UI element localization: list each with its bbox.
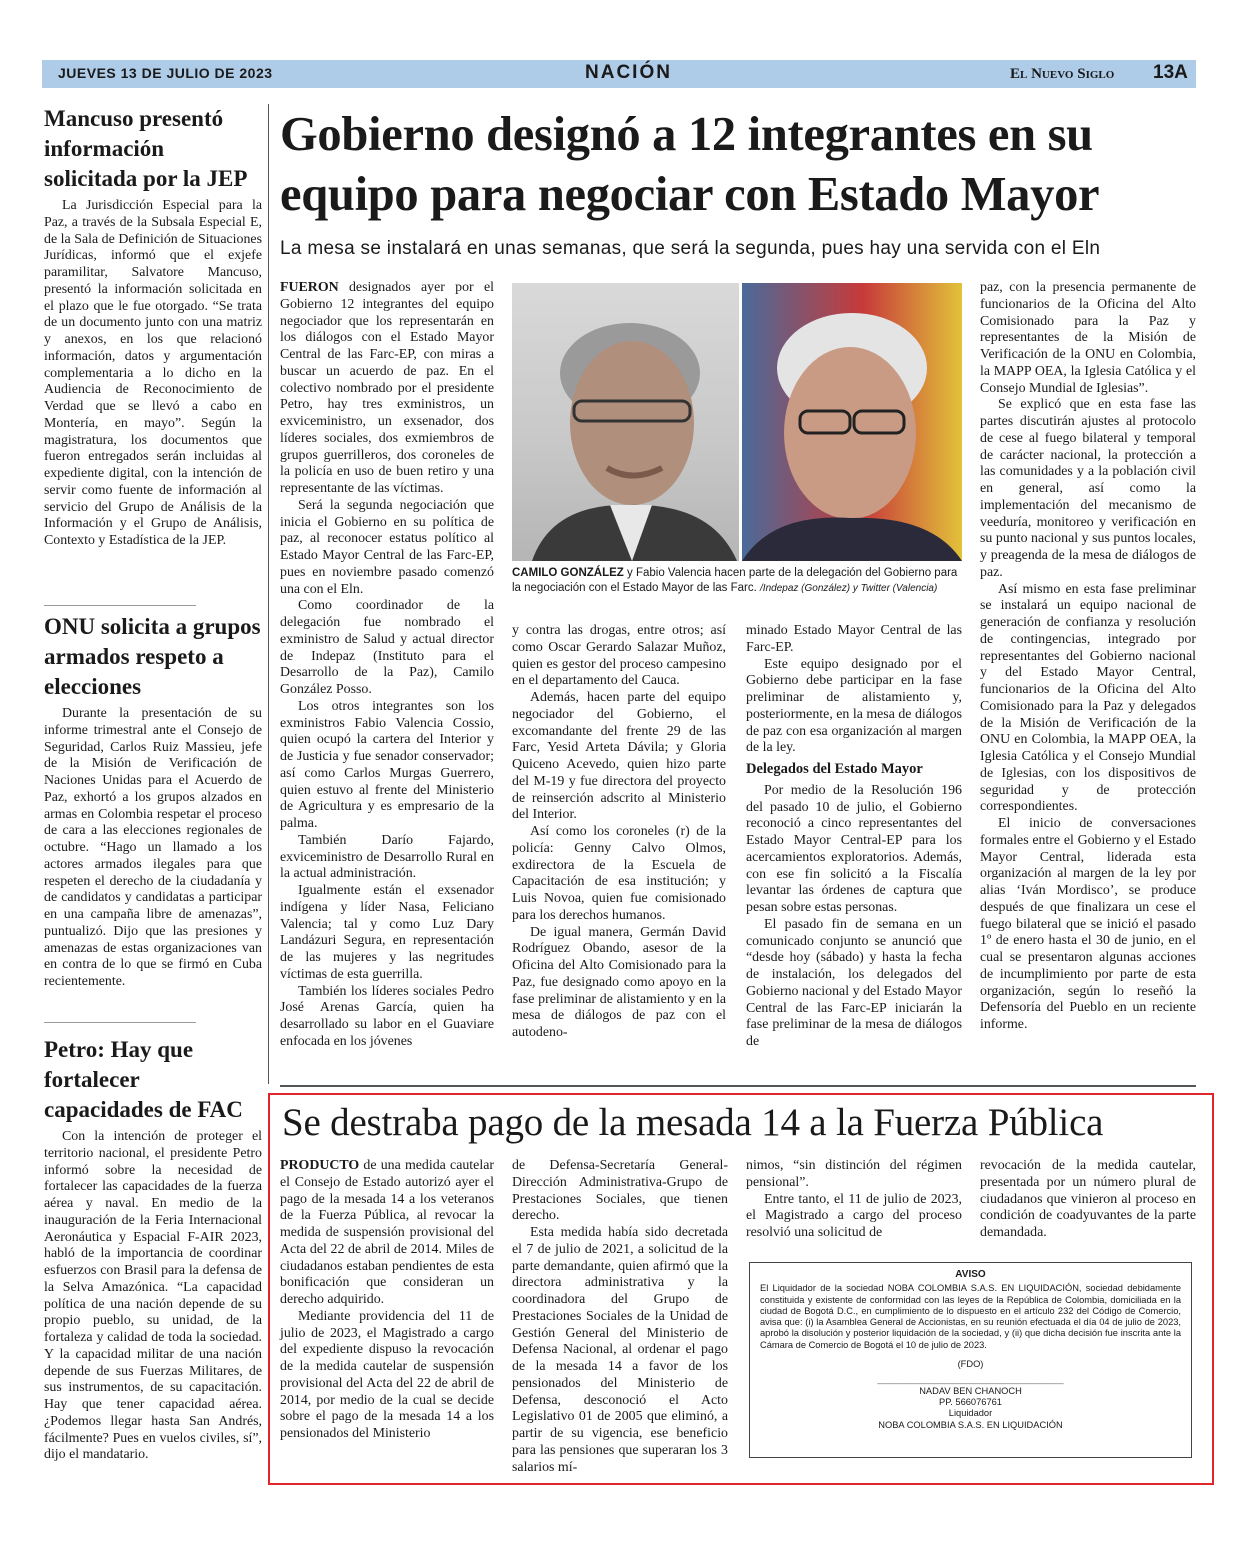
notice-body: El Liquidador de la sociedad NOBA COLOMBIA S.A.S. EN LIQUIDACIÓN, sociedad debidamente constituida y existente de conformidad con las leyes de la República de Colombia, domiciliada en la ciudad de Bogotá D.C., en cumplimiento de lo dispuesto en el artículo 232 del Código de Comercio, avisa que: (i) la Asamblea General de Accionistas, en su reunión efectuada el día 04 de julio de 2023, aprobó la disolución y posterior liquidación de la sociedad, y (ii) que dicha decisión fue inscrita ante la Cámara de Comercio de Bogotá el 10 de julio de 2023.	[760, 1283, 1181, 1350]
sidebar-story-onu	[44, 612, 262, 991]
signer-passport: PP. 566076761	[939, 1396, 1002, 1407]
portrait-illustration	[742, 283, 962, 561]
box-column-4: revocación de la medida cautelar, presentada por un número plural de ciudadanos que vinieron al proceso en condición de coadyuvantes de la parte demandada.	[980, 1158, 1196, 1240]
box-headline: Se destraba pago de la mesada 14 a la Fuerza Pública	[282, 1101, 1104, 1144]
signer-company: NOBA COLOMBIA S.A.S. EN LIQUIDACIÓN	[878, 1419, 1063, 1430]
section-name: NACIÓN	[585, 62, 672, 83]
signer-role: Liquidador	[948, 1408, 993, 1419]
main-column-2: y contra las drogas, entre otros; así como Oscar Gerardo Salazar Muñoz, quien es gestor del proceso campesino en el departamento del Cauca. Además, hacen parte del equipo negociador del Gobierno, el excomandante del frente 29 de las Farc, Yesid Arteta Dávila; y Gloria Quiceno Acevedo, quien hizo parte del M-19 y fue directora del proyecto de reinserción adscrito al Ministerio del Interior. Así como los coroneles (r) de la policía: Genny Calvo Olmos, exdirectora de la Escuela de Capacitación de esa institución; y Luis Novoa, quien fue comisionado para los derechos humanos. De igual manera, Germán David Rodríguez Obando, asesor de la Oficina del Alto Comisionado para la Paz, fue designado como apoyo en la fase preliminar de alistamiento y en la mesa de diálogos de paz con el autodeno-	[512, 623, 726, 1040]
subheading: Delegados del Estado Mayor	[746, 761, 923, 777]
issue-date: JUEVES 13 DE JULIO DE 2023	[58, 65, 273, 81]
sidebar-story-petro	[44, 1035, 262, 1464]
story-title: Mancuso presentó información solicitada por la JEP	[44, 106, 248, 191]
divider	[280, 1085, 1196, 1087]
main-column-3: minado Estado Mayor Central de las Farc-EP. Este equipo designado por el Gobierno debe participar en la fase preliminar de alistamiento y, posteriormente, en la mesa de diálogos de paz con esa organización al margen de la ley. Delegados del Estado Mayor Por medio de la Resolución 196 del pasado 10 de julio, el Gobierno reconoció a cinco representantes del Estado Mayor Central-EP para los acercamientos exploratorios. Además, con ese fin solicitó a la Fiscalía levantar las órdenes de captura que pesan sobre estas personas. El pasado fin de semana en un comunicado conjunto se anunció que “desde hoy (sábado) y hasta la fecha de instalación, los delegados del Gobierno nacional y del Estado Mayor Central de las Farc-EP iniciarán la fase preliminar de la mesa de diálogos de	[746, 623, 963, 1049]
notice-signed: (FDO)	[957, 1359, 984, 1370]
headline: Gobierno designó a 12 integrantes en su equipo para negociar con Estado Mayor	[280, 108, 1100, 221]
box-column-2: de Defensa-Secretaría General-Dirección Administrativa-Grupo de Prestaciones Sociales, que tienen derecho. Esta medida había sido decretada el 7 de julio de 2021, a solicitud de la parte demandante, quien afirmó que la directora administrativa y la coordinadora del Grupo de Prestaciones Sociales de la Unidad de Gestión General del Ministerio de Defensa Nacional, al ordenar el pago de la mesada 14 a favor de los pensionados del Ministerio de Defensa, desconoció el Acto Legislativo 01 de 2005 que eliminó, a partir de su vigencia, ese beneficio para las pensiones que superaran los 3 salarios mí-	[512, 1158, 728, 1475]
story-title: ONU solicita a grupos armados respeto a elecciones	[44, 614, 261, 699]
photo-camilo-gonzalez	[512, 283, 739, 561]
signer-name: NADAV BEN CHANOCH	[919, 1385, 1022, 1396]
story-body: Durante la presentación de su informe trimestral ante el Consejo de Seguridad, Carlos Ruiz Massieu, jefe de la Misión de Verificación de Naciones Unidas para el Acuerdo de Paz, exhortó a los grupos alzados en armas en Colombia respetar el proceso de cara a las elecciones regionales de octubre. “Hago un llamado a los actores armados ilegales para que respeten el derecho de la ciudadanía y de candidatos y candidatas a participar en una campaña libre de amenazas”, puntualizó. Dijo que las presiones y amenazas de estas organizaciones van en contra de lo que se firmó en Cuba recientemente.	[44, 706, 262, 989]
portrait-illustration	[512, 283, 739, 561]
sidebar-story-mancuso	[44, 104, 262, 550]
story-title: Petro: Hay que fortalecer capacidades de FAC	[44, 1037, 243, 1122]
box-column-1: PRODUCTO de una medida cautelar el Consejo de Estado autorizó ayer el pago de la mesada 14 a los veteranos de la Fuerza Pública, al revocar la medida de suspensión provisional del Acta del 22 de abril de 2014. Miles de ciudadanos estaban pendientes de esta bonificación que consideran un derecho adquirido. Mediante providencia del 11 de julio de 2023, el Magistrado a cargo del expediente dispuso la revocación de la medida cautelar de suspensión provisional del Acta del 22 de abril de 2014, por medio de la cual se decide sobre el pago de la mesada 14 a los pensionados del Ministerio	[280, 1158, 494, 1441]
subheadline: La mesa se instalará en unas semanas, que será la segunda, pues hay una servida con el Eln	[280, 238, 1101, 259]
photo-caption: CAMILO GONZÁLEZ y Fabio Valencia hacen parte de la delegación del Gobierno para la negociación con el Estado Mayor de las Farc. /Indepaz (González) y Twitter (Valencia)	[512, 567, 958, 594]
story-body: Con la intención de proteger el territorio nacional, el presidente Petro informó sobre la necesidad de fortalecer las capacidades de la fuerza aérea y naval. En medio de la inauguración de la Feria Internacional Aeronáutica y Espacial F-AIR 2023, habló de la importancia de coordinar esfuerzos con Brasil para la defensa de la Selva Amazónica. “La capacidad política de una nación depende de su propio pueblo, su unidad, de la fortaleza y calidad de toda la sociedad. Y la capacidad militar de una nación depende de sus Fuerzas Militares, de sus instrumentos, de su capacitación. Hay que tener capacidad aérea. ¿Podemos llegar hasta San Andrés, fácilmente? Pues en vuelos civiles, sí”, dijo el mandatario.	[44, 1129, 262, 1463]
newspaper-name: El Nuevo Siglo	[1010, 66, 1115, 82]
story-body: La Jurisdicción Especial para la Paz, a través de la Subsala Especial E, de la Sala de Definición de Situaciones Jurídicas, informó que el exjefe paramilitar, Salvatore Mancuso, presentó la información solicitada en el plazo que le fue otorgado. “Se trata de un documento junto con una matriz y anexos, en los que relacionó información, datos y argumentación complementaria a lo dicho en la Audiencia de Reconocimiento de Verdad que se llevó a cabo en Montería, en mayo”. Según la magistratura, los documentos que fueron entregados serán incluidas al expediente digital, con la intención de servir como fuente de información al servicio del Grupo de Análisis de la Información y el Grupo de Análisis, Contexto y Estadística de la JEP.	[44, 198, 262, 548]
column-divider	[268, 104, 269, 1084]
box-column-3: nimos, “sin distinción del régimen pensional”. Entre tanto, el 11 de julio de 2023, el Magistrado a cargo del proceso resolvió una solicitud de	[746, 1158, 962, 1240]
divider	[44, 1022, 196, 1023]
page-number: 13A	[1153, 62, 1188, 83]
main-column-1: FUERON designados ayer por el Gobierno 12 integrantes del equipo negociador que los representarán en los diálogos con el Estado Mayor Central de las Farc-EP, con miras a buscar un acuerdo de paz. En el colectivo nombrado por el presidente Petro, hay tres exministros, un exviceministro, un exsenador, dos líderes sociales, dos exmiembros de grupos guerrilleros, dos coroneles de la policía en uso de buen retiro y una representante de las víctimas. Será la segunda negociación que inicia el Gobierno en su política de paz, al reconocer estatus político al Estado Mayor Central de las Farc-EP, pues en noviembre pasado comenzó una con el Eln. Como coordinador de la delegación fue nombrado el exministro de Salud y actual director de Indepaz (Instituto para el Desarrollo de la Paz), Camilo González Posso. Los otros integrantes son los exministros Fabio Valencia Cossio, quien ocupó la cartera del Interior y de Justicia y fue senador conservador; así como Carlos Murgas Guerrero, quien estuvo al frente del Ministerio de Agricultura y es empresario de la palma. También Darío Fajardo, exviceministro de Desarrollo Rural en la actual administración. Igualmente están el exsenador indígena y líder Nasa, Feliciano Valencia; tal y como Luz Dary Landázuri Segura, en representación de las mujeres y las negritudes víctimas de esta guerrilla. También los líderes sociales Pedro José Arenas García, quien ha desarrollado su labor en el Guaviare enfocada en los jóvenes	[280, 280, 494, 1049]
notice-title: AVISO	[955, 1269, 986, 1280]
legal-notice	[749, 1262, 1192, 1458]
photo-fabio-valencia	[742, 283, 962, 561]
main-column-4: paz, con la presencia permanente de funcionarios de la Oficina del Alto Comisionado para la Paz y representantes de la Misión de Verificación de la ONU en Colombia, la MAPP OEA, la Iglesia Católica y el Consejo Mundial de Iglesias”. Se explicó que en esta fase las partes discutirán ajustes al protocolo de cese al fuego bilateral y temporal de carácter nacional, la protección a las comunidades y a la población civil en general, así como la implementación del mecanismo de veeduría, monitoreo y verificación en su punto nacional y sus puntos locales, y preagenda de la mesa de diálogos de paz. Así mismo en esta fase preliminar se instalará un equipo nacional de generación de confianza y resolución de contingencias, integrado por representantes del Gobierno nacional y del Estado Mayor Central, funcionarios de la Oficina del Alto Comisionado para la Paz y delegados de la Misión de Verificación de la ONU en Colombia, la MAPP OEA, la Iglesia Católica y el Consejo Mundial de Iglesias, con los dispositivos de seguridad y de protección correspondientes. El inicio de conversaciones formales entre el Gobierno y el Estado Mayor Central, liderada esta organización al margen de la ley por alias ‘Iván Mordisco’, se produce después de que finalizara un cese el fuego bilateral que se inició el pasado 1º de enero hasta el 30 de junio, en el cual se presentaron algunas acciones de incumplimiento por parte de esta organización, según lo reseñó la Defensoría del Pueblo en un reciente informe.	[980, 280, 1196, 1032]
divider	[44, 605, 196, 606]
signature-line: ____________________________________	[877, 1374, 1064, 1385]
